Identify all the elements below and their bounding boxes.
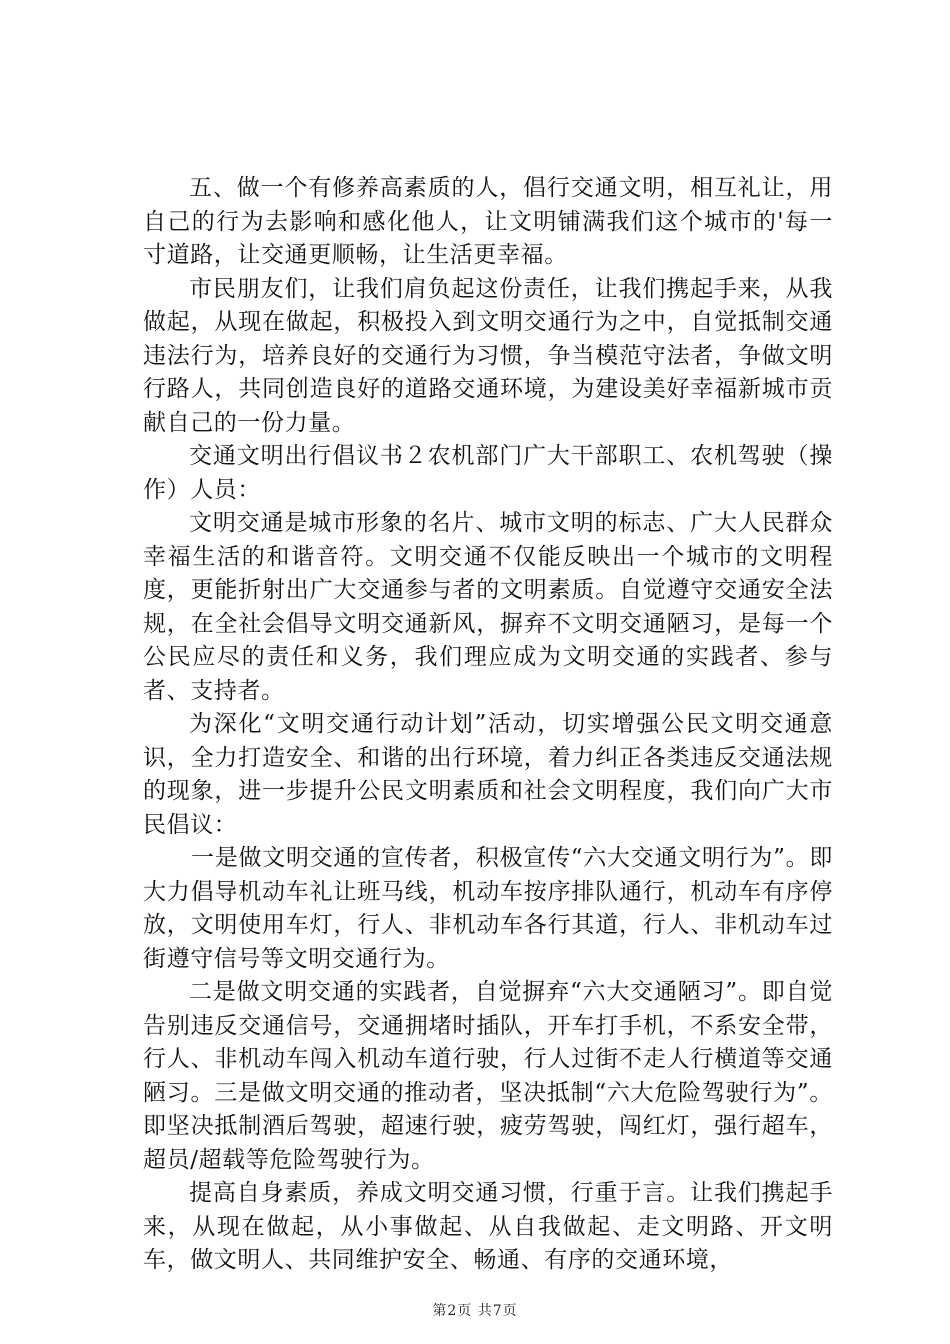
paragraph-item-five: 五、做一个有修养高素质的人，倡行交通文明，相互礼让，用自己的行为去影响和感化他人，让文明铺满我们这个城市的'每一寸道路，让交通更顺畅，让生活更幸福。 [143,175,833,268]
paragraph-citizens-appeal: 市民朋友们，让我们肩负起这份责任，让我们携起手来，从我做起，从现在做起，积极投入到文明交通行为之中，自觉抵制交通违法行为，培养良好的交通行为习惯，争当模范守法者，争做文明行路人，共同创造良好的道路交通环境，为建设美好幸福新城市贡献自己的一份力量。 [143,275,833,436]
paragraph-action-plan: 为深化“文明交通行动计划”活动，切实增强公民文明交通意识，全力打造安全、和谐的出行环境，着力纠正各类违反交通法规的现象，进一步提升公民文明素质和社会文明程度，我们向广大市民倡议： [143,711,833,838]
document-body [143,172,833,1278]
paragraph-civilized-traffic-intro: 文明交通是城市形象的名片、城市文明的标志、广大人民群众幸福生活的和谐音符。文明交通不仅能反映出一个城市的文明程度，更能折射出广大交通参与者的文明素质。自觉遵守交通安全法规，在全社会倡导文明交通新风，摒弃不文明交通陋习，是每一个公民应尽的责任和义务，我们理应成为文明交通的实践者、参与者、支持者。 [143,510,833,704]
paragraph-closing: 提高自身素质，养成文明交通习惯，行重于言。让我们携起手来，从现在做起，从小事做起、从自我做起、走文明路、开文明车，做文明人、共同维护安全、畅通、有序的交通环境， [143,1180,833,1273]
paragraph-proposal-heading: 交通文明出行倡议书２农机部门广大干部职工、农机驾驶（操作）人员： [143,443,833,503]
paragraph-item-one: 一是做文明交通的宣传者，积极宣传“六大交通文明行为”。即大力倡导机动车礼让班马线，机动车按序排队通行，机动车有序停放，文明使用车灯，行人、非机动车各行其道，行人、非机动车过街遵守信号等文明交通行为。 [143,845,833,972]
page-footer: 第2页 共7页 [432,1303,518,1319]
paragraph-item-two-three: 二是做文明交通的实践者，自觉摒弃“六大交通陋习”。即自觉告别违反交通信号，交通拥堵时插队，开车打手机，不系安全带，行人、非机动车闯入机动车道行驶，行人过街不走人行横道等交通陋习。三是做文明交通的推动者，坚决抵制“六大危险驾驶行为”。即坚决抵制酒后驾驶，超速行驶，疲劳驾驶，闯红灯，强行超车，超员/超载等危险驾驶行为。 [143,979,833,1173]
